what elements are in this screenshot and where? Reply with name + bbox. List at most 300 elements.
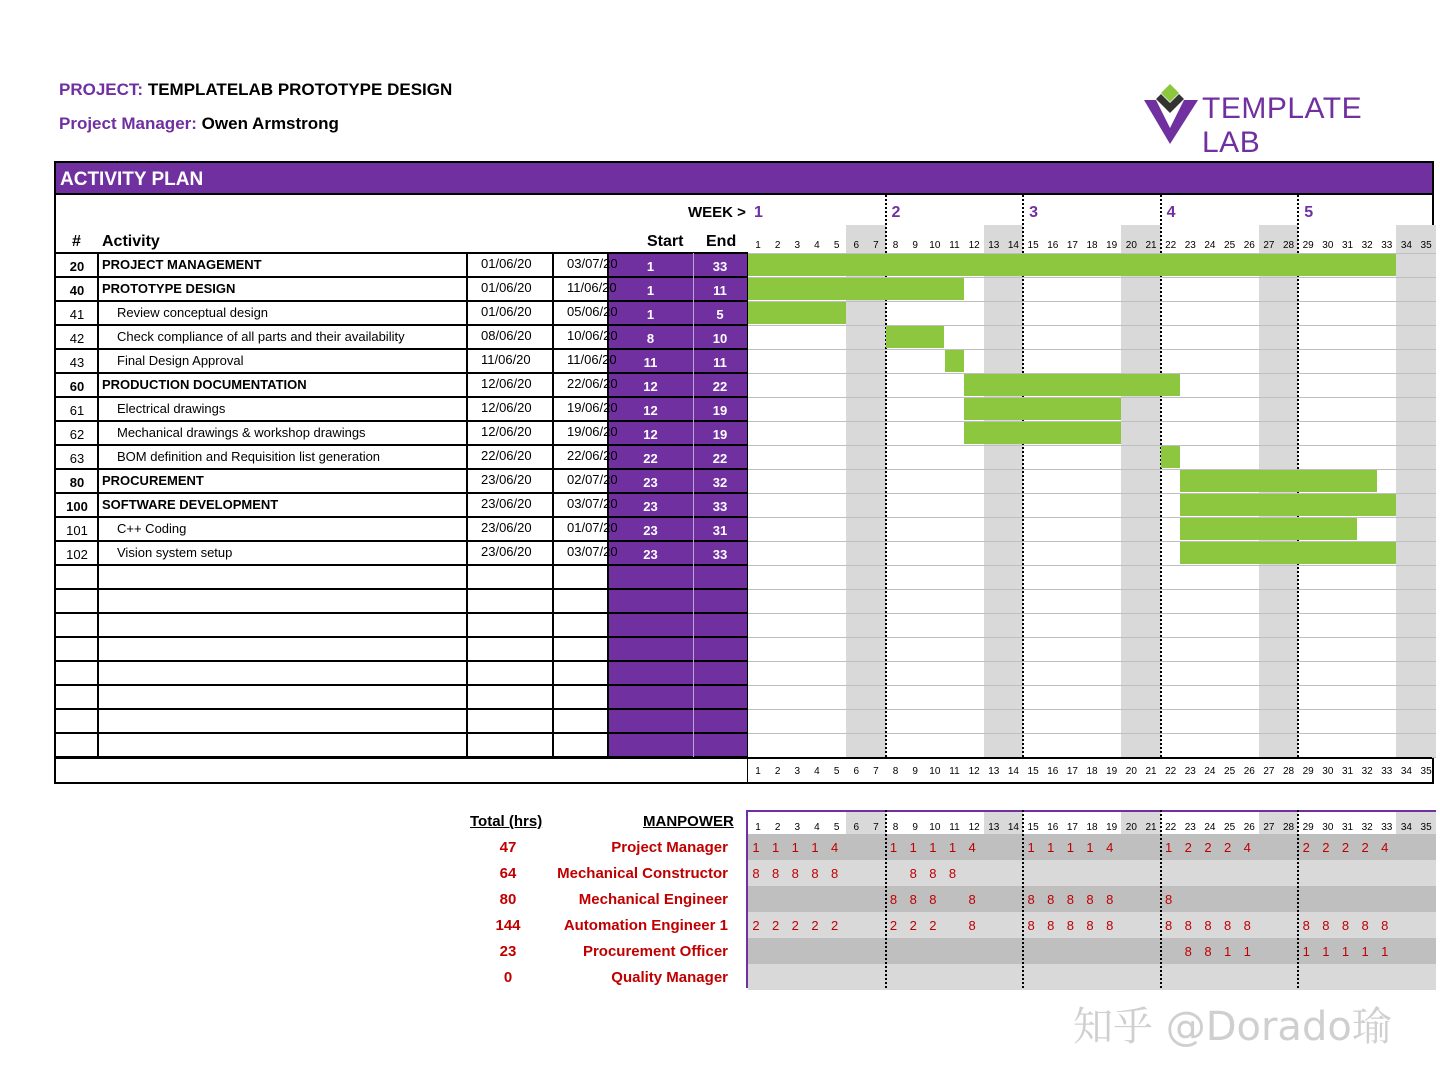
day-tick: 11 xyxy=(949,240,960,251)
gantt-bar xyxy=(748,278,964,300)
hour-value: 4 xyxy=(1243,840,1251,855)
day-tick: 8 xyxy=(892,822,899,833)
gantt-bar xyxy=(1180,494,1396,516)
day-tick: 5 xyxy=(833,240,840,251)
hour-value: 1 xyxy=(1361,944,1369,959)
hour-value: 1 xyxy=(929,840,937,855)
end-date: 01/07/20 xyxy=(567,520,618,535)
start-date: 12/06/20 xyxy=(481,424,532,439)
hour-value: 8 xyxy=(929,892,937,907)
hour-value: 2 xyxy=(1361,840,1369,855)
day-tick: 34 xyxy=(1400,766,1412,777)
hour-value: 1 xyxy=(752,840,760,855)
hour-value: 1 xyxy=(889,840,898,855)
hour-value: 1 xyxy=(1302,944,1310,959)
day-tick: 32 xyxy=(1361,240,1373,251)
start-day: 12 xyxy=(643,427,658,442)
hour-value: 8 xyxy=(1027,918,1035,933)
hour-value: 1 xyxy=(1047,840,1055,855)
hour-value: 2 xyxy=(909,918,917,933)
day-tick: 3 xyxy=(794,766,801,777)
day-tick: 2 xyxy=(774,766,781,777)
role-name: Project Manager xyxy=(611,839,728,856)
day-tick: 22 xyxy=(1165,766,1177,777)
hour-value: 2 xyxy=(929,918,937,933)
day-tick: 24 xyxy=(1204,240,1216,251)
row-number: 42 xyxy=(69,331,85,346)
weekend-column xyxy=(984,225,1004,757)
hour-value: 8 xyxy=(1027,892,1035,907)
hour-value: 8 xyxy=(968,918,976,933)
gantt-bar xyxy=(964,374,1180,396)
activity-name: C++ Coding xyxy=(117,521,187,536)
hour-value: 1 xyxy=(909,840,917,855)
hour-value: 2 xyxy=(772,918,780,933)
hour-value: 8 xyxy=(1381,918,1389,933)
hour-value: 1 xyxy=(772,840,780,855)
weekend-column xyxy=(1121,225,1141,757)
gantt-bar xyxy=(1161,446,1181,468)
week-label: WEEK > xyxy=(688,204,746,221)
hour-value: 1 xyxy=(1086,840,1094,855)
hour-value: 8 xyxy=(1066,918,1074,933)
row-line xyxy=(56,468,748,470)
day-tick: 6 xyxy=(853,822,860,833)
day-tick: 26 xyxy=(1243,240,1255,251)
day-tick: 6 xyxy=(853,240,860,251)
week-number: 2 xyxy=(891,204,901,221)
end-day: 33 xyxy=(712,547,728,562)
end-date: 11/06/20 xyxy=(567,352,617,367)
start-day: 1 xyxy=(646,259,655,274)
day-tick: 24 xyxy=(1204,822,1216,833)
grid-row-line xyxy=(748,445,1436,446)
day-tick: 7 xyxy=(873,822,879,833)
day-tick: 25 xyxy=(1224,822,1236,833)
day-tick: 26 xyxy=(1243,766,1255,777)
day-tick: 35 xyxy=(1420,766,1432,777)
hour-value: 2 xyxy=(1204,840,1212,855)
day-tick: 5 xyxy=(833,766,840,777)
hour-value: 8 xyxy=(889,892,898,907)
day-tick: 34 xyxy=(1400,240,1412,251)
hour-value: 8 xyxy=(1047,918,1055,933)
day-tick: 9 xyxy=(912,240,918,251)
week-separator xyxy=(1022,195,1024,757)
day-tick: 8 xyxy=(892,240,899,251)
activity-name: Mechanical drawings & workshop drawings xyxy=(117,425,366,440)
start-day: 23 xyxy=(643,499,658,514)
day-tick: 14 xyxy=(1007,822,1019,833)
role-total: 47 xyxy=(499,839,517,856)
end-day: 19 xyxy=(712,403,728,418)
gantt-bar xyxy=(748,254,1396,276)
row-line xyxy=(56,300,748,302)
day-tick: 19 xyxy=(1106,240,1118,251)
row-line xyxy=(56,444,748,446)
day-tick: 31 xyxy=(1341,822,1354,833)
day-tick: 28 xyxy=(1282,822,1295,833)
grid-row-line xyxy=(748,685,1436,686)
day-tick: 10 xyxy=(929,822,941,833)
gantt-bar xyxy=(886,326,945,348)
hour-value: 8 xyxy=(1223,918,1232,933)
hour-value: 4 xyxy=(968,840,976,855)
start-date: 01/06/20 xyxy=(481,280,532,295)
hour-value: 8 xyxy=(909,892,917,907)
row-line xyxy=(56,348,748,350)
day-tick: 33 xyxy=(1381,240,1393,251)
end-date: 05/06/20 xyxy=(567,304,618,319)
start-day: 23 xyxy=(643,523,658,538)
day-tick: 2 xyxy=(774,822,781,833)
hour-value: 8 xyxy=(1106,918,1114,933)
start-date: 12/06/20 xyxy=(481,400,532,415)
row-number: 101 xyxy=(66,523,88,538)
day-tick: 33 xyxy=(1381,822,1393,833)
end-day: 10 xyxy=(712,331,728,346)
start-date: 01/06/20 xyxy=(481,256,532,271)
logo-mark-icon xyxy=(1142,82,1202,148)
hour-value: 8 xyxy=(1184,918,1192,933)
row-number: 43 xyxy=(69,355,85,370)
grid-row-line xyxy=(748,637,1436,638)
activity-name: PROJECT MANAGEMENT xyxy=(102,257,262,272)
hour-value: 2 xyxy=(1322,840,1330,855)
day-tick: 13 xyxy=(988,766,1000,777)
row-number: 102 xyxy=(66,547,88,562)
column-line xyxy=(552,253,554,757)
hour-value: 8 xyxy=(811,866,819,881)
activity-name: Electrical drawings xyxy=(117,401,226,416)
grid-row-line xyxy=(748,709,1436,710)
row-line xyxy=(56,636,748,638)
hour-value: 4 xyxy=(830,840,839,855)
hour-value: 2 xyxy=(811,918,819,933)
role-total: 144 xyxy=(495,917,521,934)
hour-value: 8 xyxy=(1086,918,1094,933)
hour-value: 8 xyxy=(948,866,957,881)
gantt-bar xyxy=(1180,470,1377,492)
hour-value: 4 xyxy=(1106,840,1114,855)
day-tick: 24 xyxy=(1204,766,1216,777)
column-line xyxy=(466,253,468,757)
activity-name: PRODUCTION DOCUMENTATION xyxy=(102,377,307,392)
end-date: 03/07/20 xyxy=(567,256,618,271)
row-number: 63 xyxy=(69,451,85,466)
day-tick: 22 xyxy=(1165,822,1177,833)
hour-value: 2 xyxy=(889,918,898,933)
role-total: 0 xyxy=(503,969,513,986)
day-tick: 18 xyxy=(1086,240,1098,251)
weekend-column xyxy=(1003,225,1023,757)
start-date: 11/06/20 xyxy=(481,352,531,367)
hour-value: 8 xyxy=(1047,892,1055,907)
start-day: 1 xyxy=(646,307,655,322)
day-tick: 34 xyxy=(1400,822,1412,833)
row-number: 80 xyxy=(69,475,85,490)
watermark: 知乎 @Dorado瑜 xyxy=(1073,1004,1392,1050)
end-date: 19/06/20 xyxy=(567,400,618,415)
row-line xyxy=(56,540,748,542)
day-tick: 4 xyxy=(814,822,820,833)
day-tick: 4 xyxy=(814,240,820,251)
hour-value: 8 xyxy=(1086,892,1094,907)
day-tick: 13 xyxy=(988,822,1000,833)
start-day: 12 xyxy=(643,379,658,394)
templatelab-logo xyxy=(1142,82,1412,159)
activity-name: BOM definition and Requisition list generation xyxy=(117,449,381,464)
row-line xyxy=(56,708,748,710)
total-hrs-header: Total (hrs) xyxy=(470,813,543,830)
row-line xyxy=(56,372,748,374)
gantt-bar xyxy=(964,398,1121,420)
hour-value: 2 xyxy=(1223,840,1232,855)
weekend-column xyxy=(1396,225,1416,757)
day-tick: 35 xyxy=(1420,240,1432,251)
start-day: 8 xyxy=(646,331,655,346)
hour-value: 2 xyxy=(752,918,760,933)
day-tick: 25 xyxy=(1224,240,1236,251)
end-day: 5 xyxy=(716,307,724,322)
day-tick: 12 xyxy=(968,240,980,251)
day-tick: 4 xyxy=(814,766,820,777)
end-header: End xyxy=(706,233,737,250)
day-tick: 8 xyxy=(892,766,899,777)
start-date: 23/06/20 xyxy=(481,496,532,511)
end-day: 22 xyxy=(712,379,728,394)
end-date: 11/06/20 xyxy=(567,280,617,295)
day-tick: 16 xyxy=(1047,822,1059,833)
day-tick: 29 xyxy=(1302,240,1314,251)
role-name: Mechanical Constructor xyxy=(557,865,728,882)
day-tick: 20 xyxy=(1125,766,1137,777)
grid-row-line xyxy=(748,613,1436,614)
day-tick: 14 xyxy=(1007,240,1019,251)
end-day: 33 xyxy=(712,259,728,274)
weekend-column xyxy=(846,225,866,757)
hour-value: 8 xyxy=(791,866,799,881)
day-tick: 33 xyxy=(1381,766,1393,777)
hour-value: 2 xyxy=(1302,840,1310,855)
row-line xyxy=(56,324,748,326)
day-tick: 1 xyxy=(755,240,761,251)
hour-value: 4 xyxy=(1381,840,1389,855)
manager-line xyxy=(59,114,339,134)
day-tick: 15 xyxy=(1027,822,1039,833)
day-tick: 32 xyxy=(1361,822,1373,833)
week-number: 5 xyxy=(1304,204,1314,221)
hour-value: 1 xyxy=(1165,840,1173,855)
end-date: 03/07/20 xyxy=(567,496,618,511)
manpower-row xyxy=(748,964,1436,990)
hour-value: 1 xyxy=(948,840,957,855)
manager-name: Owen Armstrong xyxy=(201,114,339,133)
row-number: 60 xyxy=(69,379,85,394)
day-tick: 27 xyxy=(1263,822,1275,833)
row-line xyxy=(56,420,748,422)
hour-value: 8 xyxy=(968,892,976,907)
gantt-left-line xyxy=(747,253,748,783)
grid-row-line xyxy=(748,325,1436,326)
weekend-column xyxy=(866,225,886,757)
hour-value: 1 xyxy=(1027,840,1035,855)
end-date: 10/06/20 xyxy=(567,328,618,343)
day-tick: 28 xyxy=(1282,240,1295,251)
day-tick: 21 xyxy=(1145,822,1157,833)
day-tick: 3 xyxy=(794,240,801,251)
hour-value: 8 xyxy=(1066,892,1074,907)
row-line xyxy=(56,276,748,278)
hour-value: 1 xyxy=(1223,944,1232,959)
role-total: 64 xyxy=(499,865,517,882)
plan-title: ACTIVITY PLAN xyxy=(56,163,1432,195)
day-tick: 12 xyxy=(968,766,980,777)
day-tick: 6 xyxy=(853,766,860,777)
row-line xyxy=(56,612,748,614)
end-date: 19/06/20 xyxy=(567,424,618,439)
day-tick: 17 xyxy=(1066,822,1078,833)
activity-plan xyxy=(54,161,1434,784)
row-line xyxy=(56,660,748,662)
hour-value: 1 xyxy=(1322,944,1330,959)
row-number: 61 xyxy=(69,403,85,418)
gantt-bar xyxy=(945,350,965,372)
row-line xyxy=(56,492,748,494)
grid-row-line xyxy=(748,565,1436,566)
manpower-header: MANPOWER xyxy=(643,813,734,830)
hour-value: 8 xyxy=(1204,918,1212,933)
weekend-column xyxy=(1416,225,1436,757)
start-date: 01/06/20 xyxy=(481,304,532,319)
day-tick: 2 xyxy=(774,240,781,251)
day-tick: 16 xyxy=(1047,766,1059,777)
day-tick: 15 xyxy=(1027,240,1039,251)
day-tick: 29 xyxy=(1302,822,1314,833)
hour-value: 8 xyxy=(929,866,937,881)
row-number: 100 xyxy=(66,499,88,514)
day-tick: 10 xyxy=(929,240,941,251)
grid-row-line xyxy=(748,301,1436,302)
end-day: 22 xyxy=(712,451,728,466)
day-tick: 14 xyxy=(1007,766,1019,777)
day-tick: 31 xyxy=(1341,240,1354,251)
row-line xyxy=(56,684,748,686)
day-tick: 20 xyxy=(1125,822,1137,833)
hour-value: 8 xyxy=(909,866,917,881)
day-tick: 32 xyxy=(1361,766,1373,777)
end-day: 32 xyxy=(712,475,728,490)
hour-value: 2 xyxy=(1184,840,1192,855)
activity-name: PROTOTYPE DESIGN xyxy=(102,281,236,296)
start-day: 22 xyxy=(643,451,658,466)
day-tick: 19 xyxy=(1106,766,1118,777)
start-day: 23 xyxy=(643,475,658,490)
start-header: Start xyxy=(647,233,684,250)
day-tick: 1 xyxy=(755,766,761,777)
day-tick: 30 xyxy=(1322,822,1334,833)
day-tick: 17 xyxy=(1066,766,1078,777)
grid-row-line xyxy=(748,589,1436,590)
manager-label: Project Manager: xyxy=(59,114,197,133)
activity-name: Vision system setup xyxy=(117,545,233,560)
day-tick: 27 xyxy=(1263,240,1275,251)
row-line xyxy=(56,516,748,518)
start-date: 22/06/20 xyxy=(481,448,532,463)
day-tick: 16 xyxy=(1047,240,1059,251)
end-date: 03/07/20 xyxy=(567,544,618,559)
row-line xyxy=(56,396,748,398)
project-label: PROJECT: xyxy=(59,80,144,99)
gantt-bar xyxy=(1180,542,1396,564)
day-tick: 17 xyxy=(1066,240,1078,251)
row-line xyxy=(56,732,748,734)
day-tick: 9 xyxy=(912,766,918,777)
grid-row-line xyxy=(748,661,1436,662)
start-date: 23/06/20 xyxy=(481,520,532,535)
week-number: 4 xyxy=(1166,204,1176,221)
day-tick: 31 xyxy=(1341,766,1354,777)
row-number: 62 xyxy=(69,427,85,442)
activity-name: Review conceptual design xyxy=(117,305,269,320)
activity-name: SOFTWARE DEVELOPMENT xyxy=(102,497,279,512)
project-name: TEMPLATELAB PROTOTYPE DESIGN xyxy=(147,80,453,99)
end-date: 22/06/20 xyxy=(567,448,618,463)
hour-value: 8 xyxy=(1243,918,1251,933)
gantt-bar xyxy=(748,302,846,324)
hour-value: 1 xyxy=(1243,944,1251,959)
start-day: 1 xyxy=(646,283,655,298)
logo-text: TEMPLATE LAB xyxy=(1202,92,1363,159)
week-separator xyxy=(1297,810,1299,988)
hour-value: 8 xyxy=(1184,944,1192,959)
hour-value: 8 xyxy=(1302,918,1310,933)
day-tick: 13 xyxy=(988,240,1000,251)
end-day: 31 xyxy=(712,523,728,538)
day-tick: 23 xyxy=(1184,822,1196,833)
day-tick: 7 xyxy=(873,766,879,777)
start-day: 12 xyxy=(643,403,658,418)
grid-row-line xyxy=(748,349,1436,350)
day-tick: 9 xyxy=(912,822,918,833)
role-name: Quality Manager xyxy=(611,969,728,986)
day-tick: 5 xyxy=(833,822,840,833)
hour-value: 8 xyxy=(772,866,780,881)
end-date: 02/07/20 xyxy=(567,472,618,487)
row-number: 20 xyxy=(69,259,85,274)
hour-value: 8 xyxy=(1106,892,1114,907)
hour-value: 8 xyxy=(1322,918,1330,933)
hour-value: 8 xyxy=(1361,918,1369,933)
week-number: 3 xyxy=(1029,204,1038,221)
day-tick: 7 xyxy=(873,240,879,251)
day-tick: 21 xyxy=(1145,766,1157,777)
hour-value: 8 xyxy=(1341,918,1350,933)
hour-value: 8 xyxy=(752,866,760,881)
day-tick: 25 xyxy=(1224,766,1236,777)
day-tick: 22 xyxy=(1165,240,1177,251)
end-date: 22/06/20 xyxy=(567,376,618,391)
day-tick: 1 xyxy=(755,822,761,833)
hour-value: 8 xyxy=(830,866,839,881)
day-tick: 18 xyxy=(1086,822,1098,833)
hour-value: 1 xyxy=(1066,840,1074,855)
hour-value: 2 xyxy=(1341,840,1350,855)
activity-header: Activity xyxy=(102,233,160,250)
start-day: 23 xyxy=(643,547,658,562)
hour-value: 8 xyxy=(1204,944,1212,959)
activity-name: PROCUREMENT xyxy=(102,473,204,488)
